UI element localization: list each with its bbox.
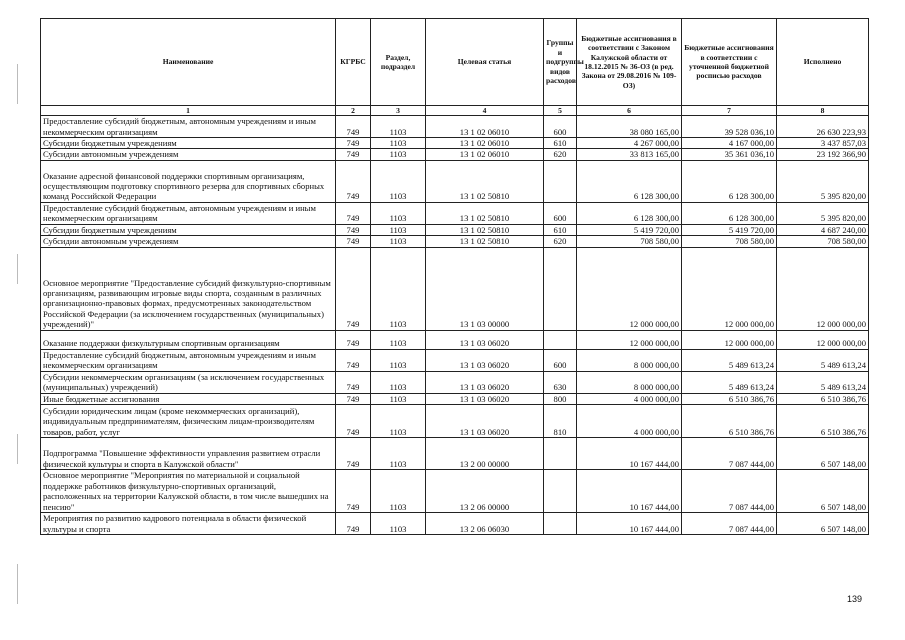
table-row [41,349,869,371]
row-group [544,160,577,202]
row-refined-amount: 35 361 036,10 [682,149,777,160]
scan-margin-marks [14,4,22,624]
row-refined-amount: 39 528 036,10 [682,116,777,138]
table-row [41,202,869,224]
row-executed-amount: 5 395 820,00 [777,160,869,202]
row-krbs: 749 [336,138,371,149]
row-name: Субсидии бюджетным учреждениям [41,224,336,235]
row-section: 1103 [371,470,426,513]
row-refined-amount: 6 128 300,00 [682,160,777,202]
row-krbs: 749 [336,405,371,438]
row-target: 13 1 02 50810 [426,160,544,202]
row-law-amount: 6 128 300,00 [577,160,682,202]
row-section: 1103 [371,160,426,202]
row-refined-amount: 4 167 000,00 [682,138,777,149]
row-executed-amount: 6 510 386,76 [777,405,869,438]
row-group: 630 [544,371,577,393]
row-krbs: 749 [336,330,371,349]
row-section: 1103 [371,202,426,224]
row-group [544,330,577,349]
header-name: Наименование [41,19,336,106]
row-law-amount: 5 419 720,00 [577,224,682,235]
column-number: 4 [426,106,544,116]
row-target: 13 1 02 50810 [426,202,544,224]
row-name: Предоставление субсидий бюджетным, автономным учреждениям и иным некоммерческим организациям [41,116,336,138]
row-name: Субсидии автономным учреждениям [41,149,336,160]
row-name: Субсидии юридическим лицам (кроме некоммерческих организаций), индивидуальным предпринимателям, физическим лицам-производителям товаров, работ, услуг [41,405,336,438]
row-name: Иные бюджетные ассигнования [41,393,336,404]
header-groups: Группы и подгруппы видов расходов [544,19,577,106]
table-body [41,116,869,535]
table-row [41,470,869,513]
row-target: 13 1 02 50810 [426,236,544,247]
row-refined-amount: 5 419 720,00 [682,224,777,235]
row-target: 13 1 03 06020 [426,393,544,404]
row-group: 600 [544,202,577,224]
row-executed-amount: 4 687 240,00 [777,224,869,235]
row-group: 600 [544,349,577,371]
table-row [41,224,869,235]
row-target: 13 1 02 50810 [426,224,544,235]
table-row [41,149,869,160]
row-krbs: 749 [336,393,371,404]
row-target: 13 1 02 06010 [426,138,544,149]
row-group [544,247,577,330]
row-executed-amount: 6 507 148,00 [777,513,869,535]
row-krbs: 749 [336,116,371,138]
row-section: 1103 [371,371,426,393]
row-target: 13 1 03 06020 [426,349,544,371]
row-law-amount: 8 000 000,00 [577,349,682,371]
row-refined-amount: 708 580,00 [682,236,777,247]
column-number: 8 [777,106,869,116]
row-krbs: 749 [336,160,371,202]
row-krbs: 749 [336,149,371,160]
row-target: 13 1 03 06020 [426,405,544,438]
row-name: Основное мероприятие "Мероприятия по материальной и социальной поддержке работников физкультурно-спортивных организаций, расположенных на территории Калужской области, в том числе вышедших на пенсию" [41,470,336,513]
row-law-amount: 10 167 444,00 [577,513,682,535]
row-law-amount: 38 080 165,00 [577,116,682,138]
row-group: 800 [544,393,577,404]
row-name: Оказание адресной финансовой поддержки спортивным организациям, осуществляющим подготовку спортивного резерва для спортивных сборных команд Российской Федерации [41,160,336,202]
page-number: 139 [847,594,863,604]
table-row [41,236,869,247]
row-refined-amount: 5 489 613,24 [682,371,777,393]
row-target: 13 2 06 06030 [426,513,544,535]
row-section: 1103 [371,438,426,470]
row-law-amount: 6 128 300,00 [577,202,682,224]
header-section: Раздел, подраздел [371,19,426,106]
row-executed-amount: 23 192 366,90 [777,149,869,160]
row-law-amount: 4 267 000,00 [577,138,682,149]
row-name: Предоставление субсидий бюджетным, автономным учреждениям и иным некоммерческим организациям [41,202,336,224]
row-group: 610 [544,138,577,149]
row-krbs: 749 [336,371,371,393]
column-number-row [41,106,869,116]
table-row [41,116,869,138]
row-executed-amount: 708 580,00 [777,236,869,247]
column-number: 5 [544,106,577,116]
table-row [41,393,869,404]
column-number: 2 [336,106,371,116]
row-section: 1103 [371,236,426,247]
table-row [41,330,869,349]
row-section: 1103 [371,149,426,160]
row-law-amount: 12 000 000,00 [577,247,682,330]
header-krbs: КГРБС [336,19,371,106]
row-executed-amount: 6 507 148,00 [777,438,869,470]
row-refined-amount: 6 510 386,76 [682,393,777,404]
row-executed-amount: 5 395 820,00 [777,202,869,224]
row-executed-amount: 3 437 857,03 [777,138,869,149]
row-group: 810 [544,405,577,438]
row-krbs: 749 [336,470,371,513]
row-name: Субсидии бюджетным учреждениям [41,138,336,149]
row-target: 13 2 00 00000 [426,438,544,470]
row-group: 620 [544,149,577,160]
row-refined-amount: 12 000 000,00 [682,247,777,330]
row-section: 1103 [371,138,426,149]
row-target: 13 1 03 06020 [426,371,544,393]
table-row [41,138,869,149]
row-refined-amount: 6 128 300,00 [682,202,777,224]
row-executed-amount: 12 000 000,00 [777,247,869,330]
header-refined-allocations: Бюджетные ассигнования в соответствии с уточненной бюджетной росписью расходов [682,19,777,106]
row-executed-amount: 6 507 148,00 [777,470,869,513]
row-name: Подпрограмма "Повышение эффективности управления развитием отрасли физической культуры и спорта в Калужской области" [41,438,336,470]
table-row [41,247,869,330]
table-row [41,513,869,535]
row-group: 600 [544,116,577,138]
row-law-amount: 708 580,00 [577,236,682,247]
column-number: 7 [682,106,777,116]
row-target: 13 1 03 00000 [426,247,544,330]
row-executed-amount: 5 489 613,24 [777,349,869,371]
row-krbs: 749 [336,224,371,235]
row-executed-amount: 6 510 386,76 [777,393,869,404]
row-target: 13 2 06 00000 [426,470,544,513]
row-krbs: 749 [336,202,371,224]
row-section: 1103 [371,247,426,330]
table-row [41,160,869,202]
row-group [544,470,577,513]
row-krbs: 749 [336,438,371,470]
row-law-amount: 8 000 000,00 [577,371,682,393]
column-number: 6 [577,106,682,116]
budget-execution-table [40,18,869,535]
row-krbs: 749 [336,236,371,247]
row-law-amount: 10 167 444,00 [577,470,682,513]
row-krbs: 749 [336,247,371,330]
header-law-allocations: Бюджетные ассигнования в соответствии с Законом Калужской области от 18.12.2015 № 36-ОЗ (в ред. Закона от 29.08.2016 № 109-ОЗ) [577,19,682,106]
row-name: Основное мероприятие "Предоставление субсидий физкультурно-спортивным организациям, развивающим игровые виды спорта, созданным в различных организационно-правовых формах, предусмотренных законодательством Российской Федерации (за исключением государственных (муниципальных) учреждений)" [41,247,336,330]
header-target: Целевая статья [426,19,544,106]
header-row [41,19,869,106]
table-row [41,371,869,393]
header-executed: Исполнено [777,19,869,106]
row-law-amount: 10 167 444,00 [577,438,682,470]
row-refined-amount: 7 087 444,00 [682,470,777,513]
row-section: 1103 [371,405,426,438]
row-section: 1103 [371,349,426,371]
table-row [41,438,869,470]
row-name: Субсидии автономным учреждениям [41,236,336,247]
row-refined-amount: 12 000 000,00 [682,330,777,349]
row-name: Оказание поддержки физкультурным спортивным организациям [41,330,336,349]
table-row [41,405,869,438]
row-law-amount: 12 000 000,00 [577,330,682,349]
row-refined-amount: 6 510 386,76 [682,405,777,438]
row-refined-amount: 5 489 613,24 [682,349,777,371]
row-refined-amount: 7 087 444,00 [682,438,777,470]
row-executed-amount: 12 000 000,00 [777,330,869,349]
row-name: Мероприятия по развитию кадрового потенциала в области физической культуры и спорта [41,513,336,535]
row-section: 1103 [371,116,426,138]
row-section: 1103 [371,393,426,404]
document-sheet [40,18,868,535]
row-target: 13 1 02 06010 [426,149,544,160]
row-executed-amount: 26 630 223,93 [777,116,869,138]
row-refined-amount: 7 087 444,00 [682,513,777,535]
row-krbs: 749 [336,349,371,371]
row-group: 610 [544,224,577,235]
row-law-amount: 4 000 000,00 [577,393,682,404]
column-number: 1 [41,106,336,116]
row-group: 620 [544,236,577,247]
row-krbs: 749 [336,513,371,535]
row-law-amount: 33 813 165,00 [577,149,682,160]
row-target: 13 1 03 06020 [426,330,544,349]
row-section: 1103 [371,224,426,235]
row-executed-amount: 5 489 613,24 [777,371,869,393]
row-group [544,513,577,535]
row-name: Предоставление субсидий бюджетным, автономным учреждениям и иным некоммерческим организациям [41,349,336,371]
row-group [544,438,577,470]
row-section: 1103 [371,330,426,349]
column-number: 3 [371,106,426,116]
row-target: 13 1 02 06010 [426,116,544,138]
row-law-amount: 4 000 000,00 [577,405,682,438]
row-section: 1103 [371,513,426,535]
row-name: Субсидии некоммерческим организациям (за исключением государственных (муниципальных) учреждений) [41,371,336,393]
